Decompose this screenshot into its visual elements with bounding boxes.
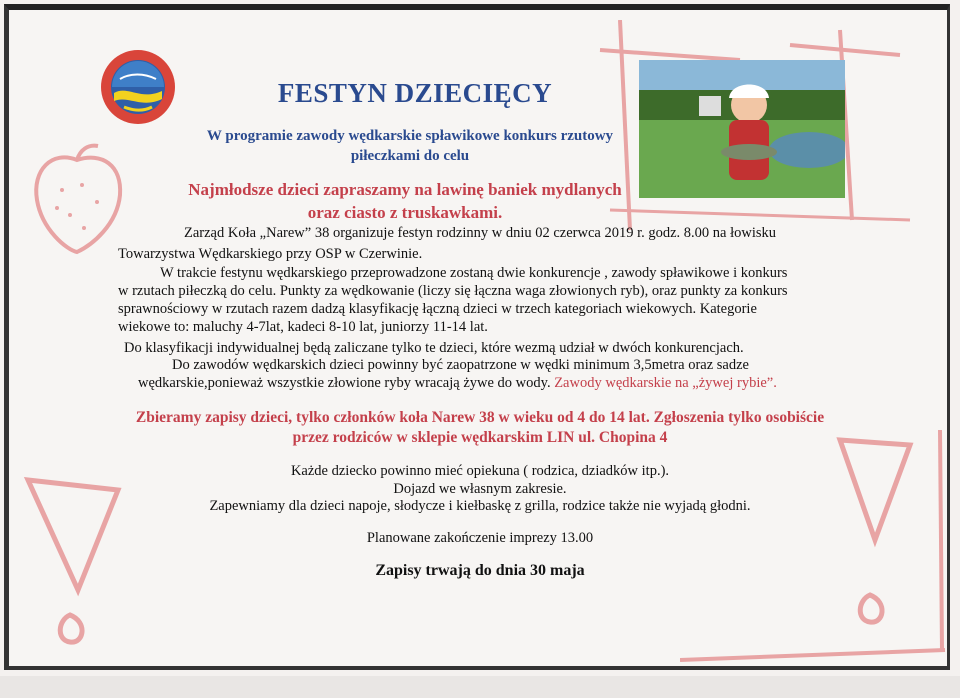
invite-line: Najmłodsze dzieci zapraszamy na lawinę baniek mydlanych <box>188 180 622 199</box>
paragraph-equipment <box>118 356 838 392</box>
body-line: wędkarskie,ponieważ wszystkie złowione ryby wracają żywe do wody. <box>138 375 555 391</box>
info-transport: Dojazd we własnym zakresie. <box>393 481 567 497</box>
registration-line: przez rodziców w sklepie wędkarskim LIN ul. Chopina 4 <box>292 429 668 446</box>
body-line: wiekowe to: maluchy 4-7lat, kadeci 8-10 lat, juniorzy 11-14 lat. <box>118 319 488 335</box>
club-logo <box>100 49 176 125</box>
paragraph-competitions <box>118 264 838 336</box>
registration-line: Zbieramy zapisy dzieci, tylko członków koła Narew 38 w wieku od 4 do 14 lat. Zgłoszenia tylko osobiście <box>135 409 825 426</box>
body-line: Towarzystwa Wędkarskiego przy OSP w Czerwinie. <box>118 246 423 262</box>
info-end-time: Planowane zakończenie imprezy 13.00 <box>366 530 594 546</box>
body-line: sprawnościowy w rzutach razem dadzą klasyfikację łączną dzieci w trzech kategoriach wiekowych. Kategorie <box>118 301 757 317</box>
body-line: Zarząd Koła „Narew” 38 organizuje festyn rodzinny w dniu 02 czerwca 2019 r. godz. 8.00 na łowisku <box>184 225 777 241</box>
bottom-sketch-line-icon <box>680 640 950 670</box>
registration-notice <box>110 408 850 448</box>
registration-deadline: Zapisy trwają do dnia 30 maja <box>375 562 585 579</box>
scan-bottom-strip <box>0 676 960 698</box>
subtitle-line: W programie zawody wędkarskie spławikowe konkurs rzutowy <box>206 128 614 144</box>
body-line: Do zawodów wędkarskich dzieci powinny być zaopatrzone w wędki minimum 3,5metra oraz sadze <box>172 357 749 373</box>
paragraph-organizer <box>118 224 838 263</box>
subtitle-line: piłeczkami do celu <box>350 148 470 164</box>
strawberry-sketch-icon <box>22 140 132 260</box>
info-food: Zapewniamy dla dzieci napoje, słodycze i kiełbaskę z grilla, rodzice także nie wyjadą głodni. <box>209 498 751 514</box>
page-title: FESTYN DZIECIĘCY <box>277 78 553 108</box>
invite-line: oraz ciasto z truskawkami. <box>307 203 503 222</box>
program-subtitle <box>160 126 660 166</box>
paragraph-classification <box>118 339 838 357</box>
child-with-fish-photo <box>639 60 845 198</box>
live-fish-note: Zawody wędkarskie na „żywej rybie”. <box>554 375 777 391</box>
info-guardian: Każde dziecko powinno mieć opiekuna ( rodzica, dziadków itp.). <box>290 463 670 479</box>
body-line: W trakcie festynu wędkarskiego przeprowadzone zostaną dwie konkurencje , zawody spławikowe i konkurs <box>160 265 788 281</box>
body-line: w rzutach piłeczką do celu. Punkty za wędkowanie (liczy się łączna waga złowionych ryb), oraz punkty za konkurs <box>118 283 788 299</box>
invite-heading <box>150 178 660 224</box>
body-line: Do klasyfikacji indywidualnej będą zaliczane tylko te dzieci, które wezmą udział w dwóch konkurencjach. <box>124 340 744 356</box>
